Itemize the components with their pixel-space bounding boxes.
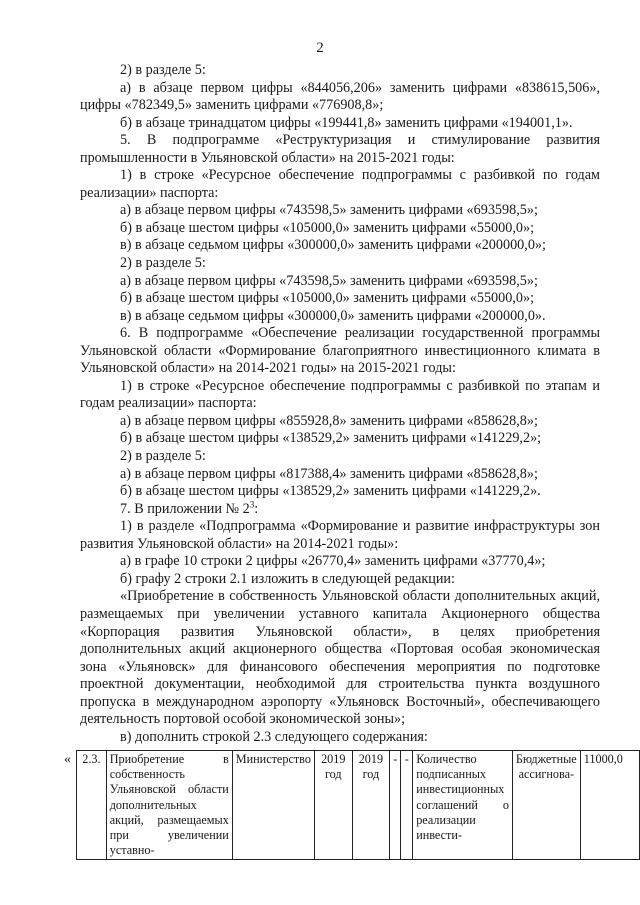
table-cell: Бюджетные ассигнова- xyxy=(512,751,580,860)
paragraph: а) в абзаце первом цифры «743598,5» заменить цифрами «693598,5»; xyxy=(120,202,538,219)
table-cell: - xyxy=(390,751,401,860)
paragraph: 5. В подпрограмме «Реструктуризация и стимулирование развития промышленности в Ульяновской области» на 2015-2021 годы: xyxy=(80,132,600,166)
open-quote: « xyxy=(64,752,71,767)
paragraph: в) в абзаце седьмом цифры «300000,0» заменить цифрами «200000,0»; xyxy=(120,237,546,254)
table-row xyxy=(77,751,640,860)
paragraph: 6. В подпрограмме «Обеспечение реализации государственной программы Ульяновской области «Формирование благоприятного инвестиционного климата в Ульяновской области» на 2014-2021 годы» на 2015-2021 годы: xyxy=(80,325,600,377)
paragraph: 2) в разделе 5: xyxy=(120,255,206,272)
paragraph-tail: : xyxy=(254,500,259,517)
paragraph: 1) в строке «Ресурсное обеспечение подпрограммы с разбивкой по этапам и годам реализации» паспорта: xyxy=(80,377,600,412)
paragraph: 2) в разделе 5: xyxy=(120,62,206,78)
table-cell: 2019 год xyxy=(352,751,390,860)
table-cell: 2019 год xyxy=(314,751,352,860)
paragraph-text: 7. В приложении № 2 xyxy=(120,500,250,517)
paragraph: а) в абзаце первом цифры «844056,206» заменить цифрами «838615,506», цифры «782349,5» заменить цифрами «776908,8»; xyxy=(80,79,600,114)
paragraph: б) в абзаце шестом цифры «138529,2» заменить цифрами «141229,2». xyxy=(120,483,541,500)
paragraph: а) в абзаце первом цифры «743598,5» заменить цифрами «693598,5»; xyxy=(120,272,538,289)
table-cell: Количество подписанных инвестиционных соглашений о реализации инвести- xyxy=(413,751,513,860)
paragraph: а) в абзаце первом цифры «817388,4» заменить цифрами «858628,8»; xyxy=(120,465,538,482)
page-number: 2 xyxy=(316,40,324,56)
paragraph: 1) в строке «Ресурсное обеспечение подпрограммы с разбивкой по годам реализации» паспорта: xyxy=(80,167,600,201)
paragraph: в) в абзаце седьмом цифры «300000,0» заменить цифрами «200000,0». xyxy=(120,307,546,324)
superscript: 3 xyxy=(249,498,255,509)
table-cell: Министерство xyxy=(232,751,314,860)
table-cell: 11000,0 xyxy=(580,751,639,860)
paragraph: б) в абзаце шестом цифры «105000,0» заменить цифрами «55000,0»; xyxy=(120,290,535,307)
document-body xyxy=(80,62,600,746)
paragraph-quote: «Приобретение в собственность Ульяновской области дополнительных акций, размещаемых при увеличении уставного капитала Акционерного общества «Корпорация развития Ульяновской области», в целях приобретения дополнительных акций акционерного общества «Портовая особая экономическая зона «Ульяновск» для финансового обеспечения мероприятия по подготовке проектной документации, необходимой для строительства пункта воздушного пропуска в международном аэропорту «Ульяновск Восточный», обеспечивающего деятельность портовой особой экономической зоны»; xyxy=(80,588,600,728)
paragraph: 1) в разделе «Подпрограмма «Формирование и развитие инфраструктуры зон развития Ульяновской области» на 2014-2021 годы»: xyxy=(80,518,600,552)
paragraph: б) в абзаце шестом цифры «138529,2» заменить цифрами «141229,2»; xyxy=(120,430,542,447)
paragraph-appendix xyxy=(80,498,600,519)
paragraph: а) в графе 10 строки 2 цифры «26770,4» заменить цифрами «37770,4»; xyxy=(120,553,546,570)
table-cell: Приобретение в собственность Ульяновской области дополнительных акций, размещаемых при увеличении уставно- xyxy=(106,751,232,860)
table-cell: - xyxy=(401,751,413,860)
table-cell: 2.3. xyxy=(77,751,107,860)
paragraph: б) графу 2 строки 2.1 изложить в следующей редакции: xyxy=(120,570,455,587)
paragraph: 2) в разделе 5: xyxy=(120,448,206,465)
paragraph: а) в абзаце первом цифры «855928,8» заменить цифрами «858628,8»; xyxy=(120,412,538,429)
addition-table xyxy=(76,750,640,860)
paragraph: б) в абзаце тринадцатом цифры «199441,8» заменить цифрами «194001,1». xyxy=(120,114,573,131)
paragraph: б) в абзаце шестом цифры «105000,0» заменить цифрами «55000,0»; xyxy=(120,219,535,236)
paragraph: в) дополнить строкой 2.3 следующего содержания: xyxy=(120,728,428,745)
